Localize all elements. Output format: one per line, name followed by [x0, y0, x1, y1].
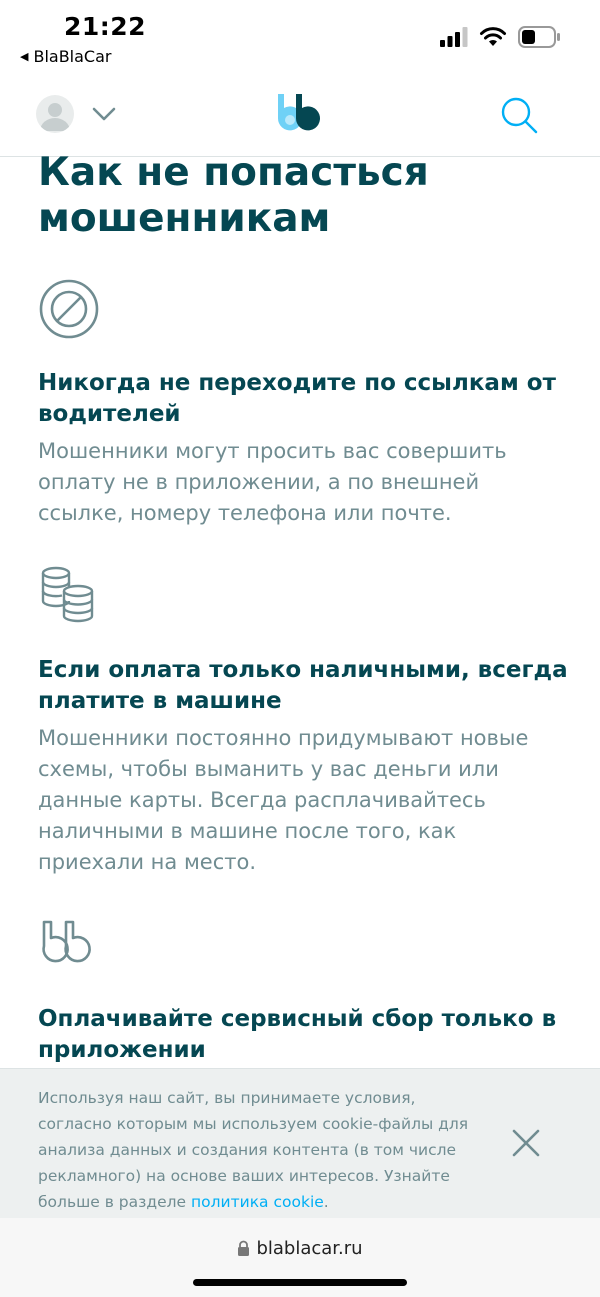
lock-icon [237, 1240, 250, 1256]
battery-icon [518, 26, 560, 48]
status-bar [0, 0, 600, 72]
tip-title: Никогда не переходите по ссылкам от водителей [38, 370, 556, 427]
tip-item-service-fee [38, 914, 568, 1066]
cookie-banner [0, 1068, 600, 1219]
search-icon[interactable] [498, 94, 540, 136]
close-icon[interactable] [508, 1125, 544, 1161]
tip-item-links [38, 278, 568, 529]
tip-item-cash [38, 565, 568, 878]
back-triangle-icon: ◀ [20, 50, 29, 63]
cookie-suffix: . [323, 1193, 329, 1211]
status-time: 21:22 [64, 12, 147, 41]
status-icons [440, 26, 560, 48]
site-header [0, 72, 600, 157]
main-content [38, 150, 568, 1066]
cookie-policy-link[interactable]: политика cookie [191, 1193, 324, 1211]
tip-title: Оплачивайте сервисный сбор только в приложении [38, 1006, 557, 1063]
back-app-label: BlaBlaCar [33, 47, 112, 66]
tip-text: Мошенники могут просить вас совершить оплату не в приложении, а по внешней ссылке, номеру телефона или почте. [38, 439, 507, 525]
back-to-app-link[interactable] [20, 47, 111, 66]
tip-title: Если оплата только наличными, всегда платите в машине [38, 657, 568, 714]
cookie-message: Используя наш сайт, вы принимаете условия, согласно которым мы используем cookie-файлы для анализа данных и создания контента (в том числе рекламного) на основе ваших интересов. Узнайте больше в разделе [38, 1089, 469, 1211]
url-display[interactable] [0, 1238, 600, 1259]
user-avatar-icon [36, 95, 74, 133]
coins-icon [38, 565, 100, 627]
home-indicator[interactable] [193, 1279, 407, 1286]
cellular-signal-icon [440, 27, 468, 47]
blablacar-logo-icon [38, 914, 100, 976]
wifi-icon [479, 27, 507, 47]
browser-url-bar[interactable] [0, 1218, 600, 1297]
cookie-text [38, 1085, 488, 1215]
page-title: Как не попасться мошенникам [38, 150, 429, 241]
chevron-down-icon[interactable] [92, 102, 116, 126]
prohibited-icon [38, 278, 100, 340]
avatar[interactable] [36, 95, 74, 133]
url-text: blablacar.ru [256, 1238, 363, 1259]
tip-text: Мошенники постоянно придумывают новые схемы, чтобы выманить у вас деньги или данные карты. Всегда расплачивайтесь наличными в машине после того, как приехали на место. [38, 726, 529, 874]
blablacar-logo-icon[interactable] [274, 90, 328, 138]
